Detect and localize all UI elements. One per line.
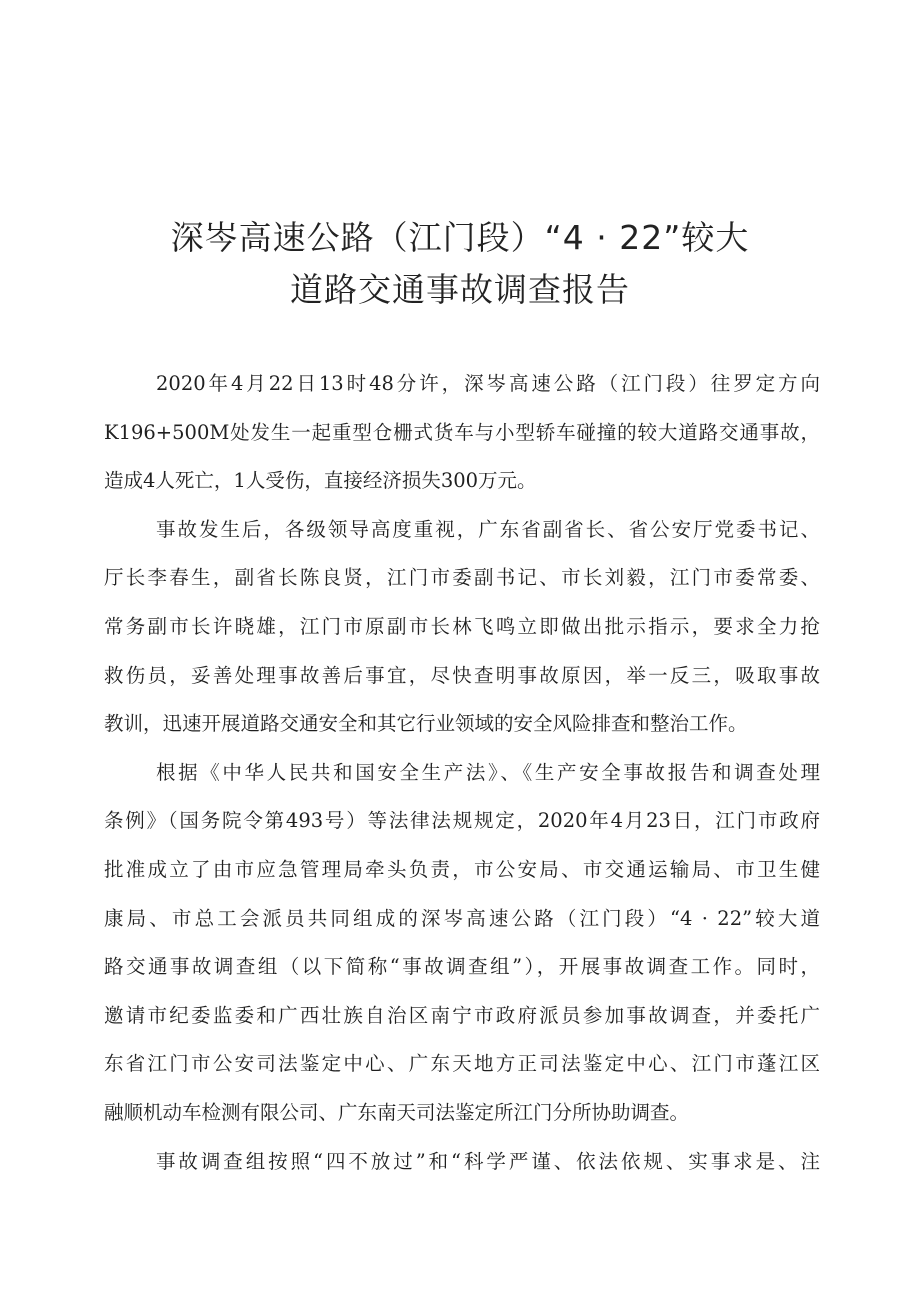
paragraph-3-line-1: 根据《中华人民共和国安全生产法》、《生产安全事故报告和调查处理 (156, 760, 820, 784)
paragraph-3-line-4: 康局、市总工会派员共同组成的深岑高速公路（江门段）“4 · 22”较大道 (104, 906, 820, 930)
document-body (104, 360, 820, 1186)
document-title-line-2: 道路交通事故调查报告 (290, 270, 630, 309)
paragraph-1-line-1: 2020年4月22日13时48分许，深岑高速公路（江门段）往罗定方向 (156, 372, 820, 395)
paragraph-2-line-4: 救伤员，妥善处理事故善后事宜，尽快查明事故原因，举一反三，吸取事故 (104, 663, 820, 687)
paragraph-3-line-8: 融顺机动车检测有限公司、广东南天司法鉴定所江门分所协助调查。 (104, 1100, 690, 1124)
paragraph-2-line-3: 常务副市长许晓雄，江门市原副市长林飞鸣立即做出批示指示，要求全力抢 (104, 614, 820, 638)
paragraph-2-line-1: 事故发生后，各级领导高度重视，广东省副省长、省公安厅党委书记、 (156, 517, 820, 541)
paragraph-3-line-7: 东省江门市公安司法鉴定中心、广东天地方正司法鉴定中心、江门市蓬江区 (104, 1052, 820, 1076)
paragraph-3-line-6: 邀请市纪委监委和广西壮族自治区南宁市政府派员参加事故调查，并委托广 (104, 1003, 820, 1027)
paragraph-3-line-5: 路交通事故调查组（以下简称“事故调查组”），开展事故调查工作。同时， (104, 955, 820, 979)
paragraph-3-line-3: 批准成立了由市应急管理局牵头负责，市公安局、市交通运输局、市卫生健 (104, 857, 820, 881)
paragraph-2-line-2: 厅长李春生，副省长陈良贤，江门市委副书记、市长刘毅，江门市委常委、 (104, 566, 820, 590)
paragraph-2-line-5: 教训，迅速开展道路交通安全和其它行业领域的安全风险排查和整治工作。 (104, 712, 748, 736)
paragraph-3-line-2: 条例》（国务院令第493号）等法律法规规定，2020年4月23日，江门市政府 (104, 809, 820, 833)
document-title-line-1: 深岑高速公路（江门段）“4 · 22”较大 (170, 218, 750, 257)
paragraph-1-line-2: K196+500M处发生一起重型仓栅式货车与小型轿车碰撞的较大道路交通事故， (104, 420, 820, 444)
paragraph-1-line-3: 造成4人死亡，1人受伤，直接经济损失300万元。 (104, 469, 537, 493)
paragraph-4-line-1: 事故调查组按照“四不放过”和“科学严谨、依法依规、实事求是、注 (156, 1149, 820, 1173)
